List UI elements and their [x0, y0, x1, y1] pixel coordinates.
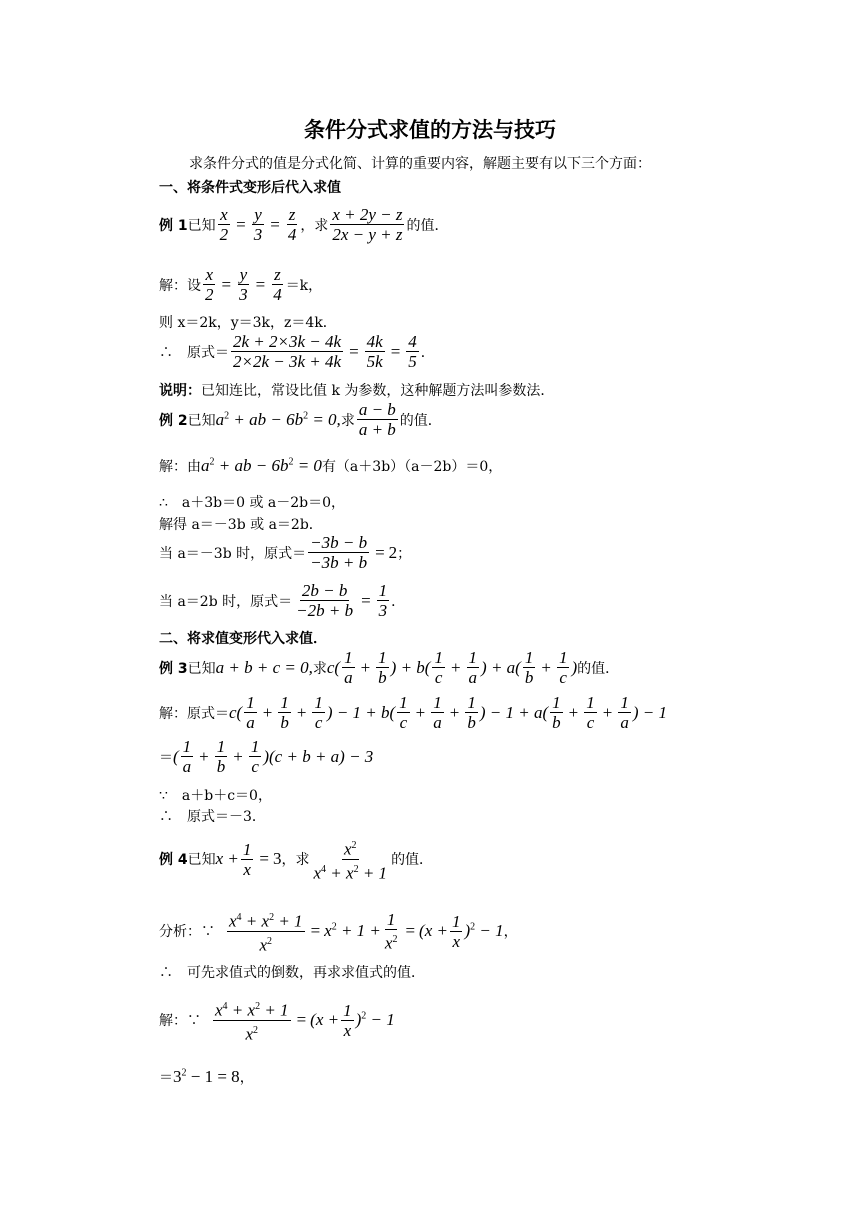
- fraction: $\frac{1}{3}$: [378, 581, 388, 620]
- example-1-label: 例 1: [159, 217, 188, 234]
- fraction: $\frac{1}{b}$: [280, 693, 289, 732]
- solution-text: ＝k，: [285, 277, 323, 294]
- example-1: 例 1 已知 $\frac{x}{2}$ = $\frac{y}{3}$ = $\frac{z}{4}$ ，求 $\frac{x + 2y - z}{2x - y + z}$ 的值．: [159, 205, 449, 244]
- fraction: $\frac{1}{b}$: [216, 737, 226, 776]
- solution-2-line-1: 解：由 $a^2$ + ab − $6b^2 = 0$ 有（a＋3b）（a－2b）＝0，: [159, 456, 503, 475]
- example-4-text: 已知: [187, 852, 216, 869]
- example-3-label: 例 3: [159, 660, 188, 677]
- solution-text: ＝: [159, 749, 173, 766]
- solution-3-line-1: 解：原式＝ c( $\frac{1}{a}$ + $\frac{1}{b}$ + $\frac{1}{c}$ ) − 1 + b( $\frac{1}{c}$ + $\frac{1}{a}$ + $\frac{1}{b}$ ) − 1 + a( $\frac{1}{b}$ + $\frac{1}{c}$ + $\frac{1}{a}$ ) − 1: [159, 693, 667, 732]
- fraction: $\frac{2k + 2\times 3k - 4k}{2\times 2k - 3k + 4k}$: [233, 332, 342, 371]
- solution-text: 当 a＝－3b 时，原式＝: [159, 545, 307, 562]
- fraction: $\frac{1}{c}$: [250, 737, 260, 776]
- fraction: $\frac{4k}{5k}$: [366, 332, 383, 371]
- example-3-text: 求: [312, 660, 327, 677]
- solution-2-line-5: 当 a＝2b 时，原式＝ $\frac{2b - b}{-2b + b}$ = $\frac{1}{3}$ ．: [159, 581, 406, 620]
- example-2: 例 2 已知 $a^2$ + ab − $6b^2 = 0$, 求 $\frac{a - b}{a + b}$ 的值．: [159, 400, 442, 439]
- example-2-text: 已知: [187, 412, 216, 429]
- solution-text: 解：设: [159, 277, 201, 294]
- fraction: $\frac{1}{a}$: [620, 693, 629, 732]
- example-3: 例 3 已知 a + b + c = 0, 求 c( $\frac{1}{a}$ + $\frac{1}{b}$ ) + b( $\frac{1}{c}$ + $\frac{1}{a}$ ) + a( $\frac{1}{b}$ + $\frac{1}{c}$ ) 的值．: [159, 648, 620, 687]
- example-4-text: ，求: [281, 852, 310, 869]
- example-4-text: 的值．: [391, 852, 434, 869]
- fraction: $\frac{1}{a}$: [344, 648, 353, 687]
- example-4: 例 4 已知 x + $\frac{1}{x}$ = 3 ，求 $\frac{x^2}{x^4 + x^2 + 1}$ 的值．: [159, 836, 433, 882]
- fraction: $\frac{1}{a}$: [246, 693, 255, 732]
- section-heading-2: 二、将求值变形代入求值．: [159, 631, 327, 647]
- note: [159, 380, 554, 400]
- fraction: $\frac{x^2}{x^4 + x^2 + 1}$: [312, 836, 390, 882]
- fraction: $\frac{z}{4}$: [273, 265, 282, 304]
- solution-1-line-1: 解：设 $\frac{x}{2}$ = $\frac{y}{3}$ = $\frac{z}{4}$ ＝k，: [159, 265, 323, 304]
- fraction: $\frac{1}{b}$: [467, 693, 476, 732]
- fraction: $\frac{1}{c}$: [399, 693, 408, 732]
- fraction: $\frac{1}{c}$: [434, 648, 443, 687]
- solution-text: ＝: [159, 1070, 173, 1086]
- fraction: $\frac{1}{x}$: [343, 1000, 352, 1040]
- example-2-text: 的值．: [399, 412, 442, 429]
- fraction: $\frac{1}{x}$: [451, 911, 461, 951]
- fraction: $\frac{1}{x}$: [242, 839, 252, 879]
- example-3-text: 已知: [187, 660, 216, 677]
- solution-2-line-2: ∴ a＋3b＝0 或 a－2b＝0，: [159, 495, 346, 511]
- fraction: $\frac{2b - b}{-2b + b}$: [296, 581, 354, 620]
- solution-text: 解：∵: [159, 1013, 201, 1030]
- intro-paragraph: 求条件分式的值是分式化简、计算的重要内容，解题主要有以下三个方面：: [189, 156, 651, 172]
- solution-2-line-3: 解得 a＝－3b 或 a＝2b．: [159, 517, 323, 533]
- fraction: $\frac{x^4 + x^2 + 1}{x^2}$: [213, 997, 291, 1043]
- fraction: $\frac{1}{a}$: [468, 648, 478, 687]
- fraction: $\frac{1}{b}$: [524, 648, 534, 687]
- fraction: $\frac{x + 2y - z}{2x - y + z}$: [332, 205, 403, 244]
- page-title: 条件分式求值的方法与技巧: [304, 118, 556, 142]
- fraction: $\frac{1}{a}$: [182, 737, 192, 776]
- example-4-label: 例 4: [159, 852, 188, 869]
- solution-text: 解：原式＝: [159, 705, 229, 722]
- fraction: $\frac{1}{c}$: [314, 693, 323, 732]
- example-2-text: 求: [340, 412, 355, 429]
- section-heading-1: 一、将条件式变形后代入求值: [159, 180, 341, 196]
- solution-3-line-2: ＝ ( $\frac{1}{a}$ + $\frac{1}{b}$ + $\frac{1}{c}$ )(c + b + a) − 3: [159, 737, 374, 776]
- fraction: $\frac{x^4 + x^2 + 1}{x^2}$: [227, 908, 305, 954]
- fraction: $\frac{z}{4}$: [287, 205, 297, 244]
- solution-1-line-3: ∴ 原式＝ $\frac{2k + 2\times 3k - 4k}{2\times 2k - 3k + 4k}$ = $\frac{4k}{5k}$ = $\frac{4}{5}$ ．: [159, 332, 435, 371]
- example-1-text: 已知: [187, 217, 216, 234]
- solution-text: ∴ 原式＝: [159, 344, 229, 361]
- solution-text: 当 a＝2b 时，原式＝: [159, 593, 293, 610]
- fraction: $\frac{x}{2}$: [219, 205, 229, 244]
- fraction: $\frac{1}{a}$: [433, 693, 442, 732]
- example-3-text: 的值．: [577, 660, 620, 677]
- fraction: $\frac{4}{5}$: [408, 332, 417, 371]
- analysis-4-line-1: 分析：∵ $\frac{x^4 + x^2 + 1}{x^2}$ = $x^2 + 1$ + $\frac{1}{x^2}$ = (x + $\frac{1}{x}$ )$^2$ − 1 ，: [159, 909, 518, 955]
- fraction: $\frac{1}{c}$: [558, 648, 568, 687]
- solution-4-line-2: ＝ $3^2 - 1 = 8$ ，: [159, 1067, 254, 1086]
- solution-1-line-2: 则 x＝2k，y＝3k，z＝4k．: [159, 315, 337, 331]
- solution-3-line-4: ∴ 原式＝－3．: [159, 809, 266, 825]
- solution-4-line-1: 解：∵ $\frac{x^4 + x^2 + 1}{x^2}$ = (x + $\frac{1}{x}$ )$^2$ − 1: [159, 997, 395, 1043]
- solution-text: 有（a＋3b）（a－2b）＝0，: [321, 459, 503, 475]
- fraction: $\frac{a - b}{a + b}$: [358, 400, 396, 439]
- fraction: $\frac{-3b - b}{-3b + b}$: [310, 533, 368, 572]
- analysis-4-line-2: ∴ 可先求值式的倒数，再求求值式的值．: [159, 965, 425, 981]
- example-1-text: ，求: [300, 217, 329, 234]
- example-2-label: 例 2: [159, 412, 188, 429]
- note-text: 已知连比，常设比值 k 为参数，这种解题方法叫参数法．: [201, 383, 555, 399]
- fraction: $\frac{1}{x^2}$: [384, 909, 398, 953]
- solution-2-line-4: 当 a＝－3b 时，原式＝ $\frac{-3b - b}{-3b + b}$ = 2 ；: [159, 533, 412, 572]
- fraction: $\frac{x}{2}$: [205, 265, 214, 304]
- note-label: 说明：: [159, 383, 201, 399]
- fraction: $\frac{y}{3}$: [239, 265, 248, 304]
- fraction: $\frac{1}{b}$: [552, 693, 561, 732]
- fraction: $\frac{y}{3}$: [253, 205, 263, 244]
- solution-3-line-3: ∵ a＋b＋c＝0，: [159, 788, 272, 804]
- solution-text: 解：由: [159, 459, 201, 475]
- analysis-text: 分析：∵: [159, 924, 215, 941]
- fraction: $\frac{1}{c}$: [586, 693, 595, 732]
- example-1-text: 的值．: [406, 217, 449, 234]
- fraction: $\frac{1}{b}$: [378, 648, 387, 687]
